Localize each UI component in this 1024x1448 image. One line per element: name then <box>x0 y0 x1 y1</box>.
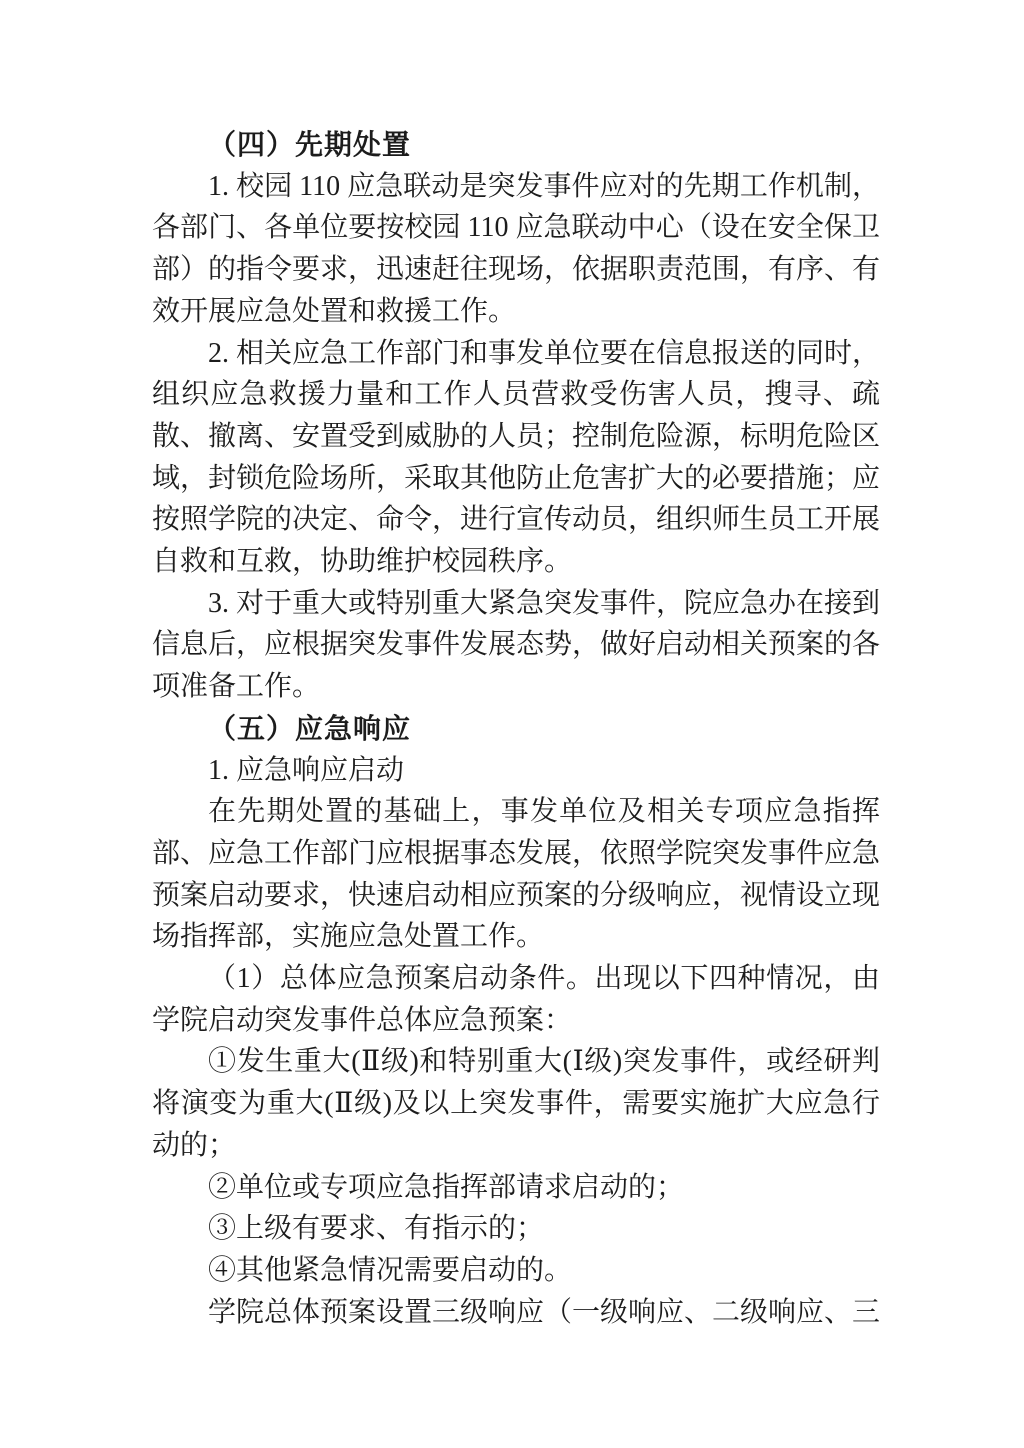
paragraph-early-disposal-3: 3. 对于重大或特别重大紧急突发事件，院应急办在接到信息后，应根据突发事件发展态势，做好启动相关预案的各项准备工作。 <box>152 587 881 703</box>
paragraph-early-disposal-1: 1. 校园 110 应急联动是突发事件应对的先期工作机制，各部门、各单位要按校园 110 应急联动中心（设在安全保卫部）的指令要求，迅速赶往现场，依据职责范围，有序、有效开展应急处置和救援工作。 <box>152 170 881 327</box>
section-heading-4-early-disposal: （四）先期处置 <box>208 129 412 160</box>
section-heading-5-emergency-response: （五）应急响应 <box>208 712 412 744</box>
paragraph-condition-4: ④其他紧急情况需要启动的。 <box>208 1254 573 1286</box>
paragraph-condition-2: ②单位或专项应急指挥部请求启动的； <box>208 1171 685 1203</box>
paragraph-three-level-response: 学院总体预案设置三级响应（一级响应、二级响应、三 <box>208 1296 881 1328</box>
paragraph-response-start-body: 在先期处置的基础上，事发单位及相关专项应急指挥部、应急工作部门应根据事态发展，依照学院突发事件应急预案启动要求，快速启动相应预案的分级响应，视情设立现场指挥部，实施应急处置工作。 <box>152 796 881 953</box>
paragraph-condition-1: ①发生重大(Ⅱ级)和特别重大(Ⅰ级)突发事件，或经研判将演变为重大(Ⅱ级)及以上突发事件，需要实施扩大应急行动的； <box>152 1046 880 1161</box>
document-body <box>152 124 880 1333</box>
paragraph-response-start-title: 1. 应急响应启动 <box>208 754 405 786</box>
paragraph-overall-plan-conditions: （1）总体应急预案启动条件。出现以下四种情况，由学院启动突发事件总体应急预案： <box>152 963 880 1036</box>
paragraph-condition-3: ③上级有要求、有指示的； <box>208 1213 545 1245</box>
paragraph-early-disposal-2: 2. 相关应急工作部门和事发单位要在信息报送的同时，组织应急救援力量和工作人员营救受伤害人员，搜寻、疏散、撤离、安置受到威胁的人员；控制危险源，标明危险区域，封锁危险场所，采取其他防止危害扩大的必要措施；应按照学院的决定、命令，进行宣传动员，组织师生员工开展自救和互救，协助维护校园秩序。 <box>152 337 881 578</box>
